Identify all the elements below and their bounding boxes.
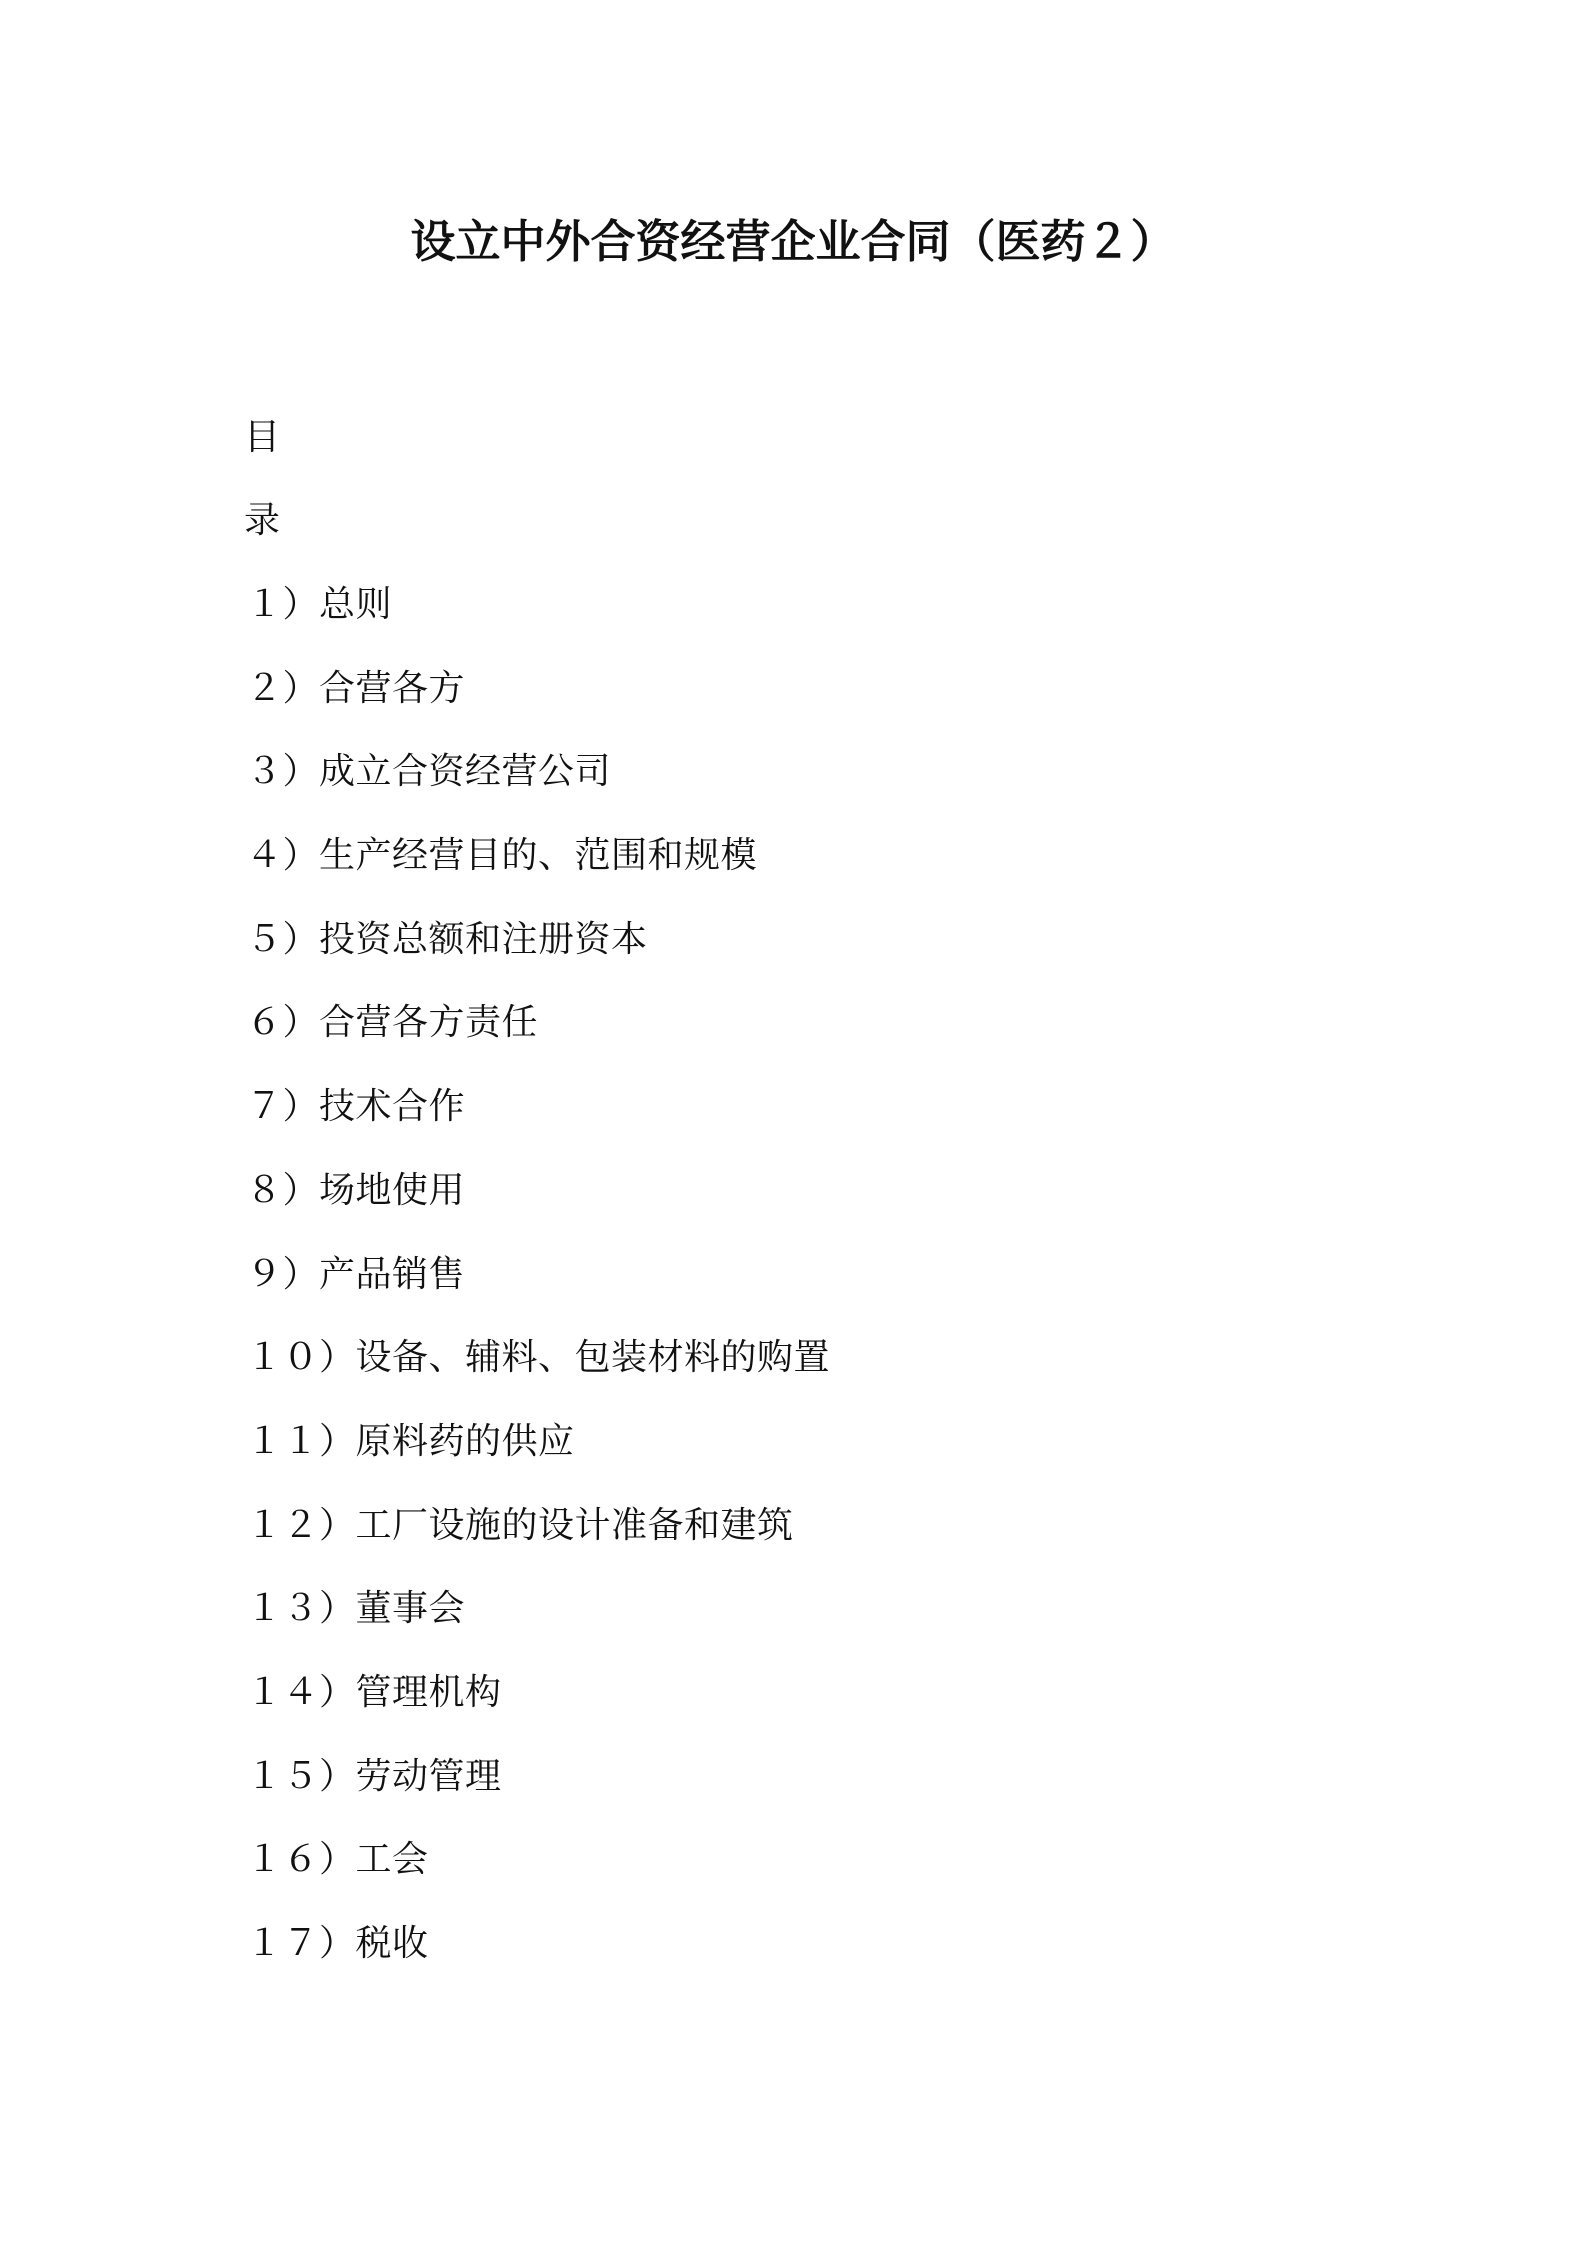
toc-item: １４）管理机构 <box>246 1671 502 1713</box>
toc-heading-line-1: 目 <box>244 417 281 458</box>
toc-item: ３）成立合资经营公司 <box>246 751 612 793</box>
toc-item: １６）工会 <box>246 1839 429 1881</box>
toc-item: ５）投资总额和注册资本 <box>246 918 648 960</box>
document-title: 设立中外合资经营企业合同（医药２） <box>410 215 1176 268</box>
toc-item: １７）税收 <box>246 1923 429 1964</box>
toc-item: １）总则 <box>246 584 393 625</box>
table-of-contents <box>246 581 830 2004</box>
toc-item: １１）原料药的供应 <box>246 1420 575 1462</box>
toc-item: ６）合营各方责任 <box>246 1002 539 1044</box>
toc-heading-line-2: 录 <box>244 500 281 541</box>
toc-item: １３）董事会 <box>246 1588 466 1630</box>
toc-item: ４）生产经营目的、范围和规模 <box>246 835 758 877</box>
toc-item: １０）设备、辅料、包装材料的购置 <box>246 1337 831 1379</box>
toc-item: ８）场地使用 <box>246 1169 466 1211</box>
toc-item: １５）劳动管理 <box>246 1755 502 1797</box>
toc-item: ２）合营各方 <box>246 667 466 709</box>
toc-item: １２）工厂设施的设计准备和建筑 <box>246 1504 794 1546</box>
toc-item: ９）产品销售 <box>246 1253 466 1295</box>
toc-item: ７）技术合作 <box>246 1086 466 1128</box>
